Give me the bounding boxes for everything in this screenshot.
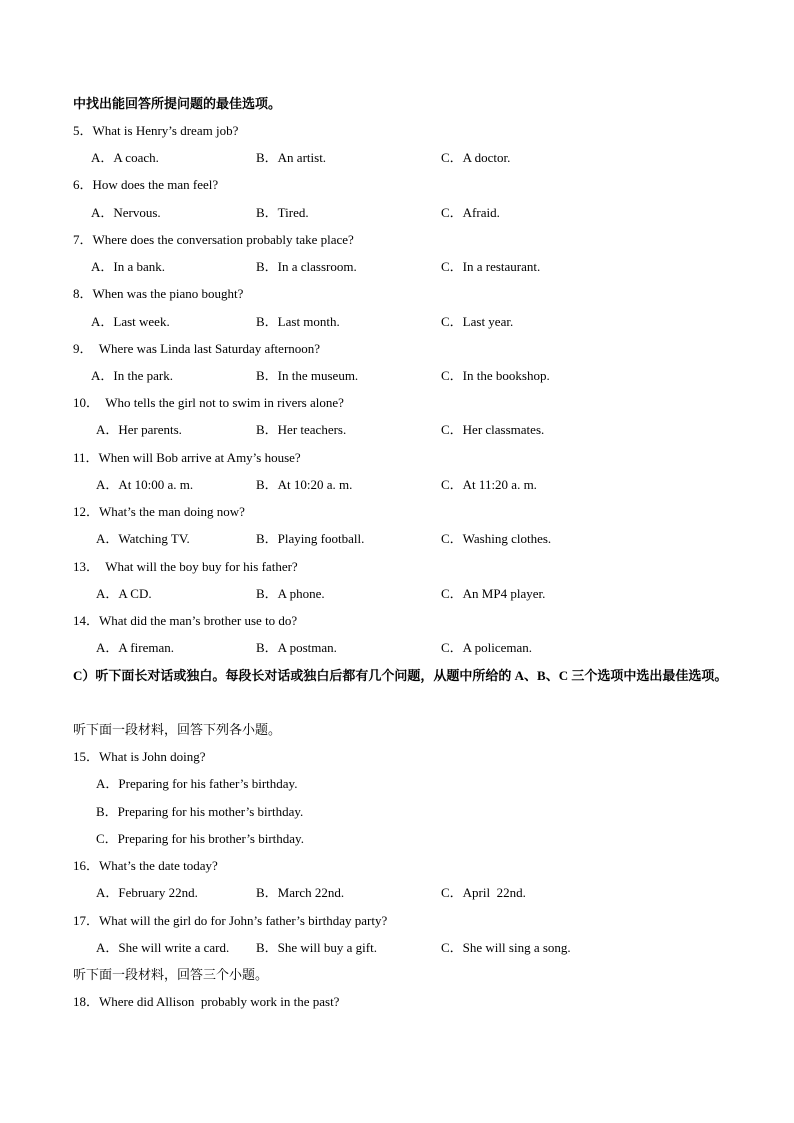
question-5-option-b: B．An artist. [256,150,327,165]
question-9-option-b: B．In the museum. [256,368,359,383]
question-6-stem: 6．How does the man feel? [73,177,219,192]
question-16-option-b: B．March 22nd. [256,885,345,900]
question-7-option-c: C．In a restaurant. [441,259,541,274]
question-14-option-b: B．A postman. [256,640,337,655]
question-12-option-c: C．Washing clothes. [441,531,552,546]
question-7-option-b: B．In a classroom. [256,259,357,274]
question-13-stem: 13． What will the boy buy for his father? [73,559,298,574]
question-9-option-a: A．In the park. [91,368,173,383]
question-9-option-c: C．In the bookshop. [441,368,550,383]
question-15-option-a: A．Preparing for his father’s birthday. [96,776,298,791]
question-10-option-b: B．Her teachers. [256,422,347,437]
question-11-stem: 11．When will Bob arrive at Amy’s house? [73,450,301,465]
question-7-stem: 7．Where does the conversation probably take place? [73,232,354,247]
question-8-option-c: C．Last year. [441,314,514,329]
question-17-option-b: B．She will buy a gift. [256,940,377,955]
question-5-option-a: A．A coach. [91,150,159,165]
question-14-stem: 14．What did the man’s brother use to do? [73,613,298,628]
question-12-option-a: A．Watching TV. [96,531,190,546]
question-18-stem: 18．Where did Allison probably work in the past? [73,994,340,1009]
question-6-option-c: C．Afraid. [441,205,500,220]
section-c-instructions: C）听下面长对话或独白。每段长对话或独白后都有几个问题，从题中所给的 A、B、C 三个选项中选出最佳选项。 [73,668,728,683]
question-8-option-a: A．Last week. [91,314,170,329]
question-16-stem: 16．What’s the date today? [73,858,218,873]
question-11-option-b: B．At 10:20 a. m. [256,477,353,492]
question-17-stem: 17．What will the girl do for John’s father’s birthday party? [73,913,388,928]
section-intro: 中找出能回答所提问题的最佳选项。 [73,96,282,111]
question-8-stem: 8．When was the piano bought? [73,286,244,301]
question-13-option-b: B．A phone. [256,586,325,601]
question-13-option-a: A．A CD. [96,586,152,601]
question-7-option-a: A．In a bank. [91,259,166,274]
question-5-stem: 5．What is Henry’s dream job? [73,123,239,138]
material-2-instruction: 听下面一段材料，回答三个小题。 [73,967,269,982]
question-10-option-a: A．Her parents. [96,422,182,437]
question-10-option-c: C．Her classmates. [441,422,545,437]
question-17-option-a: A．She will write a card. [96,940,230,955]
question-17-option-c: C．She will sing a song. [441,940,571,955]
question-15-option-c: C．Preparing for his brother’s birthday. [96,831,304,846]
question-15-option-b: B．Preparing for his mother’s birthday. [96,804,304,819]
question-11-option-a: A．At 10:00 a. m. [96,477,194,492]
question-12-option-b: B．Playing football. [256,531,365,546]
question-9-stem: 9． Where was Linda last Saturday afternoon? [73,341,321,356]
question-16-option-a: A．February 22nd. [96,885,198,900]
question-13-option-c: C．An MP4 player. [441,586,546,601]
question-11-option-c: C．At 11:20 a. m. [441,477,537,492]
question-15-stem: 15．What is John doing? [73,749,206,764]
question-16-option-c: C．April 22nd. [441,885,526,900]
question-14-option-a: A．A fireman. [96,640,174,655]
question-12-stem: 12．What’s the man doing now? [73,504,245,519]
question-8-option-b: B．Last month. [256,314,340,329]
question-6-option-b: B．Tired. [256,205,309,220]
question-14-option-c: C．A policeman. [441,640,532,655]
question-6-option-a: A．Nervous. [91,205,161,220]
question-10-stem: 10． Who tells the girl not to swim in rivers alone? [73,395,344,410]
material-1-instruction: 听下面一段材料，回答下列各小题。 [73,722,282,737]
question-5-option-c: C．A doctor. [441,150,511,165]
